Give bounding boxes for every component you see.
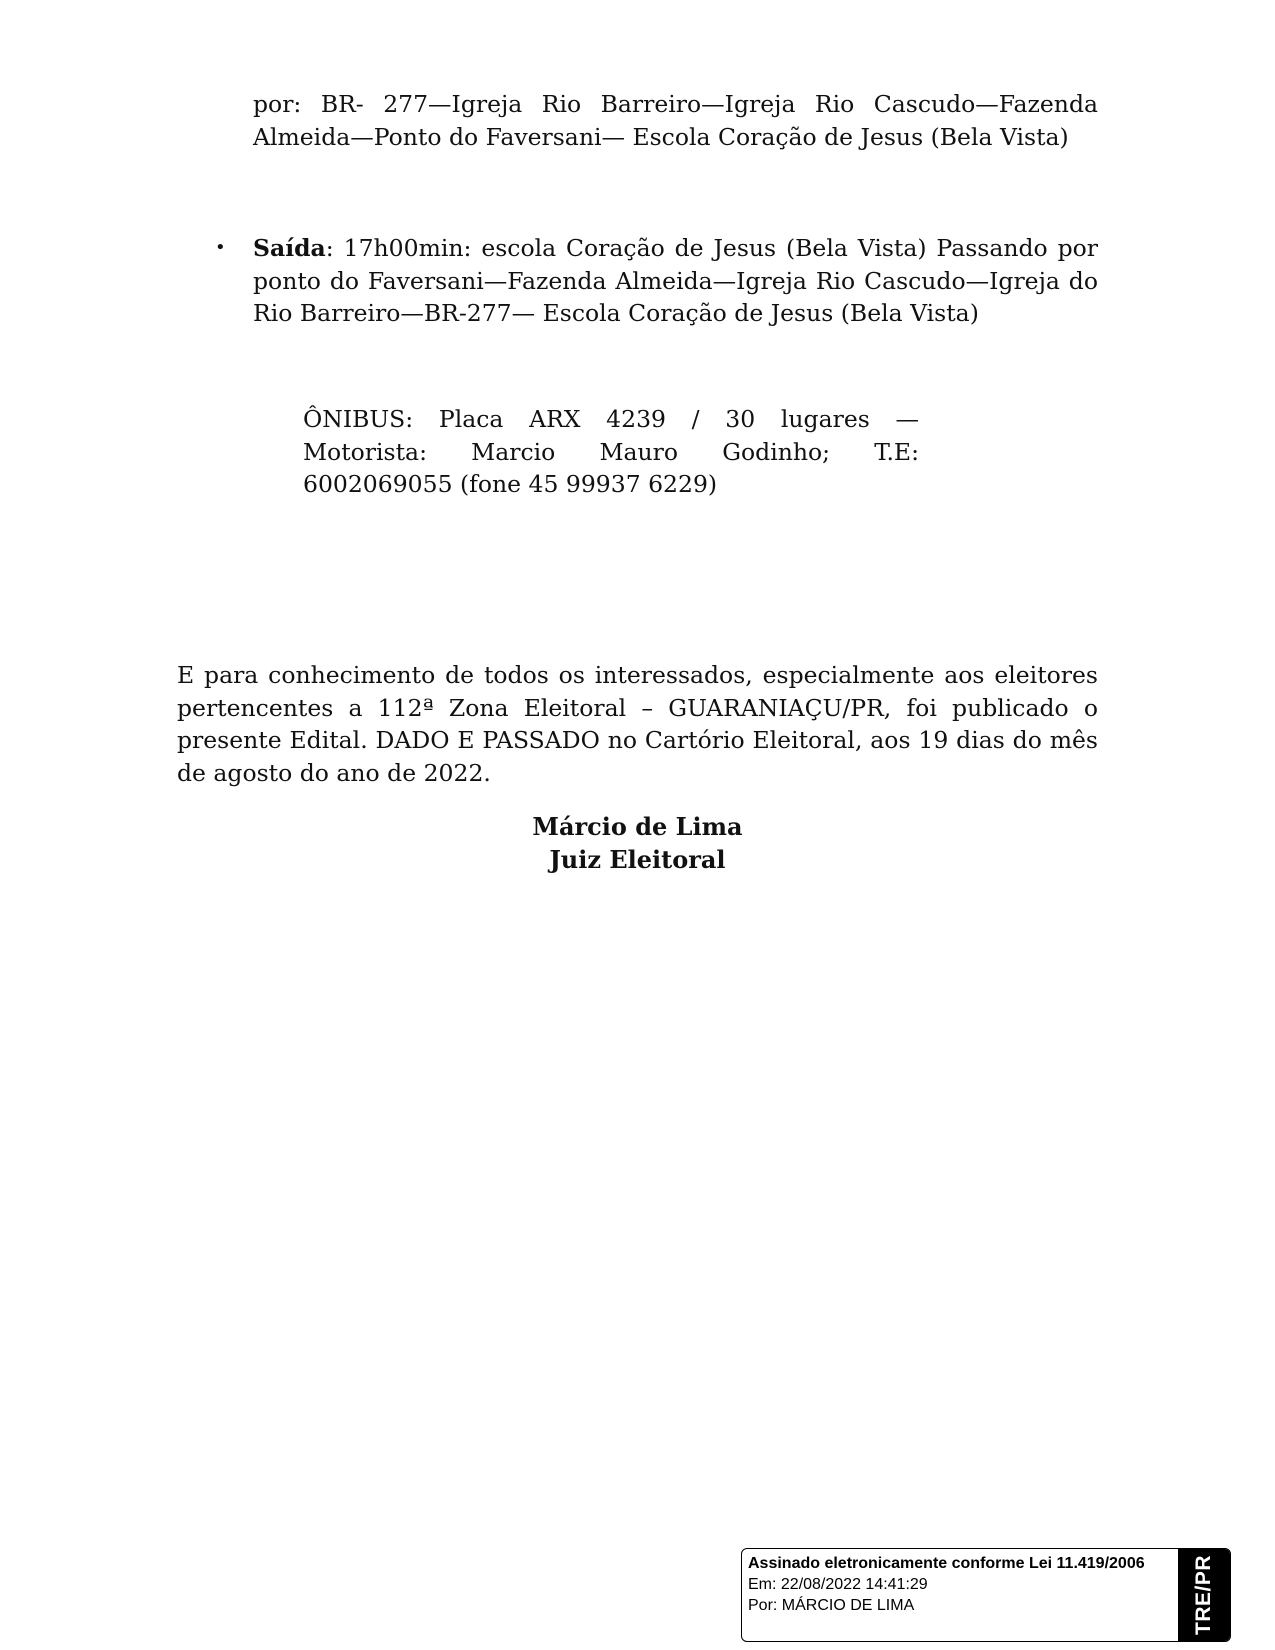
stamp-band xyxy=(1178,1549,1230,1641)
closing-paragraph: E para conhecimento de todos os interessados, especialmente aos eleitores pertencentes a 112ª Zona Eleitoral – GUARANIAÇU/PR, foi publicado o presente Edital. DADO E PASSADO no Cartório Eleitoral, aos 19 dias do mês de agosto do ano de 2022. xyxy=(177,661,1098,787)
stamp-band-label: TRE/PR xyxy=(1192,1554,1215,1636)
bullet-icon: • xyxy=(215,237,226,258)
saida-list-item xyxy=(215,232,1098,330)
signature-name: Márcio de Lima xyxy=(532,812,743,841)
bus-info-text: ÔNIBUS: Placa ARX 4239 / 30 lugares — Motorista: Marcio Mauro Godinho; T.E: 6002069055 (fone 45 99937 6229) xyxy=(303,405,919,498)
saida-label: Saída xyxy=(253,234,326,262)
electronic-signature-stamp xyxy=(741,1548,1231,1642)
stamp-law-line: Assinado eletronicamente conforme Lei 11.419/2006 xyxy=(748,1555,1145,1572)
saida-text: : 17h00min: escola Coração de Jesus (Bela Vista) Passando por ponto do Faversani—Fazenda Almeida—Igreja Rio Cascudo—Igreja do Rio Barreiro—BR-277— Escola Coração de Jesus (Bela Vista) xyxy=(253,234,1098,327)
route-continuation-text: por: BR- 277—Igreja Rio Barreiro—Igreja Rio Cascudo—Fazenda Almeida—Ponto do Faversani— Escola Coração de Jesus (Bela Vista) xyxy=(253,90,1098,151)
stamp-text-block xyxy=(748,1553,1145,1616)
signature-role: Juiz Eleitoral xyxy=(549,845,726,874)
stamp-by-line: Por: MÁRCIO DE LIMA xyxy=(748,1597,915,1614)
stamp-date-line: Em: 22/08/2022 14:41:29 xyxy=(748,1576,928,1593)
